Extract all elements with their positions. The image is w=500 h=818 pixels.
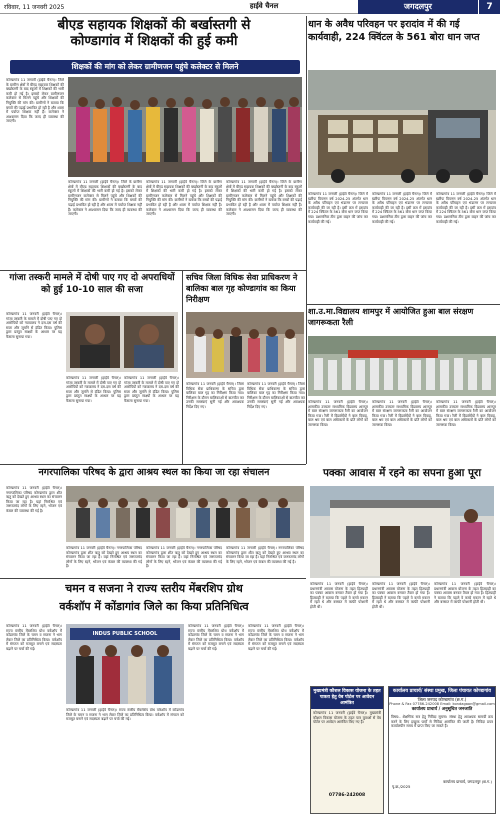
story1-photo-image [68, 77, 302, 177]
ad2-box [388, 686, 496, 814]
story6-headline: नगरपालिका परिषद के द्वारा आश्रय स्थल का किया जा रहा संचालन [38, 467, 270, 478]
section-divider [0, 578, 306, 579]
story4-headline-block [186, 272, 306, 308]
story5-headline-block [308, 306, 496, 336]
story7-headline: पक्का आवास में रहने का सपना हुआ पूरा [322, 467, 482, 479]
section-divider [0, 270, 306, 271]
story4-body-col2: कोण्डागांव 11 जनवरी (हाईवे चैनल)। जिला विधिक सेवा प्राधिकरण के सचिव द्वारा बालिका बाल गृह का निरीक्षण किया गया। निरीक्षण के दौरान बालिकाओं से बातचीत कर उनकी समस्याएं सुनी गईं और आवश्यक निर्देश दिए गए। [247, 382, 305, 409]
story8-headline-line2: वर्कशॉप में कोंडागांव जिले का किया प्रतिनिधित्व [59, 600, 249, 613]
ad1-box [310, 686, 384, 814]
section-divider [306, 304, 500, 305]
story3-body-col1: कोण्डागांव 11 जनवरी (हाईवे चैनल)। गांजा तस्करी के मामले में दोषी पाए गए दो आरोपियों को न्यायालय ने दस-दस वर्ष की सजा और जुर्माने से दंडित किया। पुलिस द्वारा प्रस्तुत साक्ष्यों के आधार पर यह फैसला सुनाया गया। [6, 312, 62, 339]
story7-body-col1: कोण्डागांव 11 जनवरी (हाईवे चैनल)। प्रधानमंत्री आवास योजना के तहत हितग्राही का पक्का आवास बनकर तैयार हो गया है। हितग्राही ने बताया कि पहले वे कच्चे मकान में रहते थे और बरसात में काफी परेशानी होती थी। [310, 582, 368, 609]
story1-headline-line2: कोण्डागांव में शिक्षकों की हुई कमी [70, 32, 238, 49]
story5-photo [308, 336, 496, 396]
story1-body-col2: कोण्डागांव 11 जनवरी (हाईवे चैनल)। जिले के ग्रामीण क्षेत्रों में बीएड सहायक शिक्षकों की बर्खास्तगी के बाद स्कूलों में शिक्षकों की भारी कमी हो गई है। इसको लेकर ग्रामीणजन कलेक्टर से मिलने पहुंचे और शिक्षकों की नियुक्ति की मांग की। ग्रामीणों ने बताया कि बच्चों की पढ़ाई प्रभावित हो रही है और शाला में पर्याप्त शिक्षक नहीं हैं। कलेक्टर ने आश्वासन दिया कि जल्द ही व्यवस्था की जाएगी। [68, 180, 142, 217]
story8-body-col2: कोण्डागांव 11 जनवरी (हाईवे चैनल)। राज्य स्तरीय मेंबरशिप ग्रोथ वर्कशॉप में कोंडागांव जिले के चमन व सजना ने भाग लेकर जिले का प्रतिनिधित्व किया। वर्कशॉप में संगठन को मजबूत बनाने एवं सदस्यता बढ़ाने पर चर्चा की गई। [188, 624, 244, 651]
story1-subhead-text: शिक्षकों की मांग को लेकर ग्रामीणजन पहुंचे कलेक्टर से मिलने [71, 62, 239, 71]
story8-headline-line1: चमन व सजना ने राज्य स्तरीय मेंबरशिप ग्रोथ [65, 582, 243, 595]
story1-body-col3: कोण्डागांव 11 जनवरी (हाईवे चैनल)। जिले के ग्रामीण क्षेत्रों में बीएड सहायक शिक्षकों की बर्खास्तगी के बाद स्कूलों में शिक्षकों की भारी कमी हो गई है। इसको लेकर ग्रामीणजन कलेक्टर से मिलने पहुंचे और शिक्षकों की नियुक्ति की मांग की। ग्रामीणों ने बताया कि बच्चों की पढ़ाई प्रभावित हो रही है और शाला में पर्याप्त शिक्षक नहीं हैं। कलेक्टर ने आश्वासन दिया कि जल्द ही व्यवस्था की जाएगी। [146, 180, 222, 217]
story3-photo [66, 312, 178, 372]
story7-photo [310, 486, 494, 578]
masthead-paper-name: हाईवे चैनल [249, 2, 279, 10]
story8-headline-block [4, 580, 304, 620]
story1-photo [68, 77, 302, 177]
ad2-body: विषय:- शैक्षणिक सत्र हेतु निविदा सूचना। संस्था हेतु आवश्यक सामग्री क्रय करने के लिए इच्छुक फर्मों से निविदा आमंत्रित की जाती है। निविदा प्रपत्र कार्यालयीन समय में प्राप्त किए जा सकते हैं। [391, 715, 493, 729]
story1-headline [4, 18, 304, 58]
story8-photo [66, 624, 184, 704]
story3-body-col3: कोण्डागांव 11 जनवरी (हाईवे चैनल)। गांजा तस्करी के मामले में दोषी पाए गए दो आरोपियों को न्यायालय ने दस-दस वर्ष की सजा और जुर्माने से दंडित किया। पुलिस द्वारा प्रस्तुत साक्ष्यों के आधार पर यह फैसला सुनाया गया। [124, 376, 179, 403]
story7-body-col3: कोण्डागांव 11 जनवरी (हाईवे चैनल)। प्रधानमंत्री आवास योजना के तहत हितग्राही का पक्का आवास बनकर तैयार हो गया है। हितग्राही ने बताया कि पहले वे कच्चे मकान में रहते थे और बरसात में काफी परेशानी होती थी। [434, 582, 496, 605]
ad1-phone: 07786-242008 [328, 793, 366, 798]
masthead-city: जगदलपुर [358, 0, 478, 14]
story6-photo-image [66, 486, 304, 542]
story5-body-col2: कोण्डागांव 11 जनवरी (हाईवे चैनल)। शासकीय उच्चतर माध्यमिक विद्यालय शामपुर में बाल संरक्षण जागरूकता रैली का आयोजन किया गया। रैली में विद्यार्थियों ने बाल विवाह, बाल श्रम एवं बाल अधिकारों के प्रति लोगों को जागरूक किया। [372, 400, 432, 427]
story7-photo-image [310, 486, 494, 578]
story5-body-col3: कोण्डागांव 11 जनवरी (हाईवे चैनल)। शासकीय उच्चतर माध्यमिक विद्यालय शामपुर में बाल संरक्षण जागरूकता रैली का आयोजन किया गया। रैली में विद्यार्थियों ने बाल विवाह, बाल श्रम एवं बाल अधिकारों के प्रति लोगों को जागरूक किया। [436, 400, 496, 427]
story8-body-col3: कोण्डागांव 11 जनवरी (हाईवे चैनल)। राज्य स्तरीय मेंबरशिप ग्रोथ वर्कशॉप में कोंडागांव जिले के चमन व सजना ने भाग लेकर जिले का प्रतिनिधित्व किया। वर्कशॉप में संगठन को मजबूत बनाने एवं सदस्यता बढ़ाने पर चर्चा की गई। [248, 624, 304, 651]
story2-body-col2: कोण्डागांव 11 जनवरी (हाईवे चैनल)। जिले में खरीफ विपणन वर्ष 2024-25 अंतर्गत धान के अवैध परिवहन एवं भंडारण पर लगातार कार्यवाही की जा रही है। इसी क्रम में इरादांव में 224 क्विंटल के 561 बोरा धान जप्त किया गया। प्रशासनिक टीम द्वारा वाहन की जांच कर कार्यवाही की गई। [372, 192, 432, 224]
story5-headline: शा.उ.मा.विद्यालय शामपुर में आयोजित हुआ बाल संरक्षण जागरूकता रैली [308, 307, 474, 327]
story3-headline: गांजा तस्करी मामले में दोषी पाए गए दो अपराधियों को हुई 10-10 साल की सजा [9, 273, 175, 295]
ad2-sign: कार्यालय प्राचार्य, जगदलपुर (छ.ग.) [443, 779, 492, 784]
story7-body-col2: कोण्डागांव 11 जनवरी (हाईवे चैनल)। प्रधानमंत्री आवास योजना के तहत हितग्राही का पक्का आवास बनकर तैयार हो गया है। हितग्राही ने बताया कि पहले वे कच्चे मकान में रहते थे और बरसात में काफी परेशानी होती थी। [372, 582, 430, 609]
ad2-ref: पृ.क्र./2025 [392, 784, 411, 789]
story1-body-col1: कोण्डागांव 11 जनवरी (हाईवे चैनल)। जिले के ग्रामीण क्षेत्रों में बीएड सहायक शिक्षकों की बर्खास्तगी के बाद स्कूलों में शिक्षकों की भारी कमी हो गई है। इसको लेकर ग्रामीणजन कलेक्टर से मिलने पहुंचे और शिक्षकों की नियुक्ति की मांग की। ग्रामीणों ने बताया कि बच्चों की पढ़ाई प्रभावित हो रही है और शाला में पर्याप्त शिक्षक नहीं हैं। कलेक्टर ने आश्वासन दिया कि जल्द ही व्यवस्था की जाएगी। [6, 78, 64, 124]
story2-headline-block [308, 18, 496, 68]
masthead [0, 0, 500, 14]
story6-body-col2: कोण्डागांव 11 जनवरी (हाईवे चैनल)। नगरपालिका परिषद कोण्डागांव द्वारा शीत ऋतु को देखते हुए आश्रय स्थल का संचालन किया जा रहा है। यहां निराश्रित एवं जरूरतमंद लोगों के लिए रहने, भोजन एवं कंबल की व्यवस्था की गई है। [66, 546, 142, 569]
story8-body-col4: कोण्डागांव 11 जनवरी (हाईवे चैनल)। राज्य स्तरीय मेंबरशिप ग्रोथ वर्कशॉप में कोंडागांव जिले के चमन व सजना ने भाग लेकर जिले का प्रतिनिधित्व किया। वर्कशॉप में संगठन को मजबूत बनाने एवं सदस्यता बढ़ाने पर चर्चा की गई। [66, 708, 184, 722]
story5-photo-image [308, 336, 496, 396]
ad2-contact: Phone & Fax 07786-242008 Email: kondagaon@gmail.com [389, 702, 495, 706]
story6-body-col3: कोण्डागांव 11 जनवरी (हाईवे चैनल)। नगरपालिका परिषद कोण्डागांव द्वारा शीत ऋतु को देखते हुए आश्रय स्थल का संचालन किया जा रहा है। यहां निराश्रित एवं जरूरतमंद लोगों के लिए रहने, भोजन एवं कंबल की व्यवस्था की गई है। [146, 546, 222, 569]
column-divider [306, 16, 307, 464]
story8-banner: INDUS PUBLIC SCHOOL [70, 628, 180, 640]
story1-headline-line1: बीएड सहायक शिक्षकों की बर्खास्तगी से [57, 17, 251, 33]
story6-photo [66, 486, 304, 542]
ad1-title: मुख्यमंत्री कौशल विकास योजना के तहत पात्रता हेतु वेब पोर्टल पर आवेदन आमंत्रित [311, 687, 383, 709]
story6-body-col1: कोण्डागांव 11 जनवरी (हाईवे चैनल)। नगरपालिका परिषद कोण्डागांव द्वारा शीत ऋतु को देखते हुए आश्रय स्थल का संचालन किया जा रहा है। यहां निराश्रित एवं जरूरतमंद लोगों के लिए रहने, भोजन एवं कंबल की व्यवस्था की गई है। [6, 486, 62, 513]
story3-photo-image [66, 312, 178, 372]
story8-people-image [66, 642, 184, 704]
column-divider [182, 270, 183, 464]
ad1-body: कोण्डागांव 11 जनवरी (हाईवे चैनल)। मुख्यमंत्री कौशल विकास योजना के तहत पात्र युवाओं से वेब पोर्टल पर आवेदन आमंत्रित किए गए हैं। [313, 711, 381, 725]
story4-photo-image [186, 312, 304, 378]
story6-headline-block [4, 466, 304, 482]
story2-photo [308, 70, 496, 188]
story1-body-col4: कोण्डागांव 11 जनवरी (हाईवे चैनल)। जिले के ग्रामीण क्षेत्रों में बीएड सहायक शिक्षकों की बर्खास्तगी के बाद स्कूलों में शिक्षकों की भारी कमी हो गई है। इसको लेकर ग्रामीणजन कलेक्टर से मिलने पहुंचे और शिक्षकों की नियुक्ति की मांग की। ग्रामीणों ने बताया कि बच्चों की पढ़ाई प्रभावित हो रही है और शाला में पर्याप्त शिक्षक नहीं हैं। कलेक्टर ने आश्वासन दिया कि जल्द ही व्यवस्था की जाएगी। [226, 180, 302, 217]
masthead-date: रविवार, 11 जनवरी 2025 [4, 3, 65, 11]
story7-headline-block [308, 464, 496, 484]
story2-body-col3: कोण्डागांव 11 जनवरी (हाईवे चैनल)। जिले में खरीफ विपणन वर्ष 2024-25 अंतर्गत धान के अवैध परिवहन एवं भंडारण पर लगातार कार्यवाही की जा रही है। इसी क्रम में इरादांव में 224 क्विंटल के 561 बोरा धान जप्त किया गया। प्रशासनिक टीम द्वारा वाहन की जांच कर कार्यवाही की गई। [436, 192, 496, 224]
story2-photo-image [308, 70, 496, 188]
story5-body-col1: कोण्डागांव 11 जनवरी (हाईवे चैनल)। शासकीय उच्चतर माध्यमिक विद्यालय शामपुर में बाल संरक्षण जागरूकता रैली का आयोजन किया गया। रैली में विद्यार्थियों ने बाल विवाह, बाल श्रम एवं बाल अधिकारों के प्रति लोगों को जागरूक किया। [308, 400, 368, 427]
story2-headline: धान के अवैध परिवहन पर इरादांव में की गई कार्यवाही, 224 क्विंटल के 561 बोरा धान जप्त [308, 19, 480, 43]
story3-headline-block [4, 272, 180, 308]
page-number: 7 [478, 0, 500, 14]
ad2-notice-title: कार्यालय प्राचार्य / अनुसूचित जनजाति [411, 707, 473, 712]
ad2-title: कार्यालय प्राचार्य/ संस्था प्रमुख, जिला पंचायत कोण्डागांव [389, 687, 495, 697]
story4-body-col1: कोण्डागांव 11 जनवरी (हाईवे चैनल)। जिला विधिक सेवा प्राधिकरण के सचिव द्वारा बालिका बाल गृह का निरीक्षण किया गया। निरीक्षण के दौरान बालिकाओं से बातचीत कर उनकी समस्याएं सुनी गईं और आवश्यक निर्देश दिए गए। [186, 382, 244, 409]
story3-body-col2: कोण्डागांव 11 जनवरी (हाईवे चैनल)। गांजा तस्करी के मामले में दोषी पाए गए दो आरोपियों को न्यायालय ने दस-दस वर्ष की सजा और जुर्माने से दंडित किया। पुलिस द्वारा प्रस्तुत साक्ष्यों के आधार पर यह फैसला सुनाया गया। [66, 376, 121, 403]
story4-headline: सचिव जिला विधिक सेवा प्राधिकरण ने बालिका बाल गृह कोण्डागांव का किया निरीक्षण [186, 273, 298, 304]
story1-subhead [10, 60, 300, 74]
story6-body-col4: कोण्डागांव 11 जनवरी (हाईवे चैनल)। नगरपालिका परिषद कोण्डागांव द्वारा शीत ऋतु को देखते हुए आश्रय स्थल का संचालन किया जा रहा है। यहां निराश्रित एवं जरूरतमंद लोगों के लिए रहने, भोजन एवं कंबल की व्यवस्था की गई है। [226, 546, 304, 564]
section-divider [0, 464, 306, 465]
story2-body-col1: कोण्डागांव 11 जनवरी (हाईवे चैनल)। जिले में खरीफ विपणन वर्ष 2024-25 अंतर्गत धान के अवैध परिवहन एवं भंडारण पर लगातार कार्यवाही की जा रही है। इसी क्रम में इरादांव में 224 क्विंटल के 561 बोरा धान जप्त किया गया। प्रशासनिक टीम द्वारा वाहन की जांच कर कार्यवाही की गई। [308, 192, 368, 224]
story4-photo [186, 312, 304, 378]
story8-body-col1: कोण्डागांव 11 जनवरी (हाईवे चैनल)। राज्य स्तरीय मेंबरशिप ग्रोथ वर्कशॉप में कोंडागांव जिले के चमन व सजना ने भाग लेकर जिले का प्रतिनिधित्व किया। वर्कशॉप में संगठन को मजबूत बनाने एवं सदस्यता बढ़ाने पर चर्चा की गई। [6, 624, 62, 651]
ad2-subtitle: जिला जनपद कोण्डागांव (छ.ग.) [417, 697, 467, 702]
